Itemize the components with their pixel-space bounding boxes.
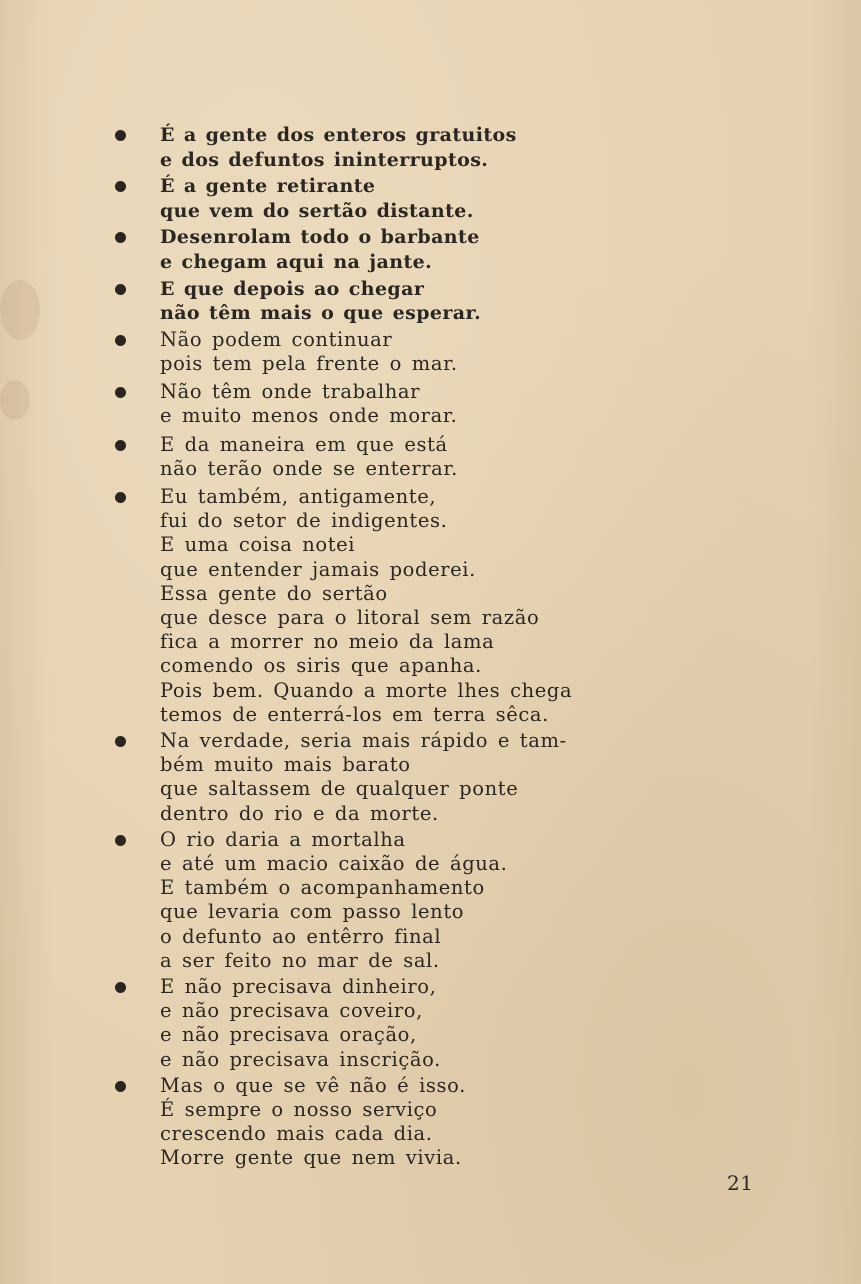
poem-line: que vem do sertão distante. <box>160 199 474 222</box>
stanza <box>112 1074 592 1171</box>
poem-line: a ser feito no mar de sal. <box>160 948 440 972</box>
bullet-icon <box>115 387 126 398</box>
poem-line: temos de enterrá-los em terra sêca. <box>160 702 549 726</box>
stanza <box>112 328 592 376</box>
poem-line: não terão onde se enterrar. <box>160 456 458 480</box>
stanza <box>112 975 592 1072</box>
poem-line: e não precisava oração, <box>160 1023 417 1047</box>
poem-line: fui do setor de indigentes. <box>160 509 448 533</box>
poem-line: e dos defuntos ininterruptos. <box>160 148 489 171</box>
poem-line: o defunto ao entêrro final <box>160 924 442 948</box>
poem-line: e muito menos onde morar. <box>160 404 458 428</box>
bullet-icon <box>115 130 126 141</box>
poem-line: Pois bem. Quando a morte lhes chega <box>160 678 573 702</box>
poem-line: comendo os siris que apanha. <box>160 654 482 678</box>
poem-line: que levaria com passo lento <box>160 900 465 924</box>
poem-line: e chegam aqui na jante. <box>160 250 433 273</box>
bullet-icon <box>115 982 126 993</box>
stanza <box>112 174 592 223</box>
poem-line: Mas o que se vê não é isso. <box>160 1073 466 1097</box>
poem-line: Desenrolam todo o barbante <box>160 226 480 249</box>
stanza <box>112 485 592 727</box>
poem-line: pois tem pela frente o mar. <box>160 351 458 375</box>
poem-line: e até um macio caixão de água. <box>160 852 508 876</box>
poem-line: Eu também, antigamente, <box>160 484 437 508</box>
poem-line: Essa gente do sertão <box>160 581 388 605</box>
paper-stain <box>0 280 40 340</box>
poem-line: que entender jamais poderei. <box>160 557 476 581</box>
poem-line: fica a morrer no meio da lama <box>160 630 495 654</box>
bullet-icon <box>115 284 126 295</box>
poem-line: e não precisava coveiro, <box>160 999 423 1023</box>
poem-line: E da maneira em que está <box>160 432 448 456</box>
stanza <box>112 277 592 326</box>
stanza <box>112 729 592 826</box>
poem-line: e não precisava inscrição. <box>160 1047 441 1071</box>
bullet-icon <box>115 492 126 503</box>
poem-line: Não podem continuar <box>160 327 393 351</box>
poem-line: não têm mais o que esperar. <box>160 302 482 325</box>
poem-line: que saltassem de qualquer ponte <box>160 777 519 801</box>
poem-line: E que depois ao chegar <box>160 277 425 300</box>
stanza <box>112 123 592 172</box>
bullet-icon <box>115 335 126 346</box>
bullet-icon <box>115 1081 126 1092</box>
poem-line: E não precisava dinheiro, <box>160 975 437 999</box>
poem-line: Na verdade, seria mais rápido e tam- <box>160 729 567 752</box>
poem-line: crescendo mais cada dia. <box>160 1122 433 1146</box>
poem-line: Não têm onde trabalhar <box>160 380 421 404</box>
poem-line: O rio daria a mortalha <box>160 827 406 851</box>
poem-line: Morre gente que nem vivia. <box>160 1146 462 1170</box>
poem-line: É sempre o nosso serviço <box>160 1098 438 1122</box>
bullet-icon <box>115 181 126 192</box>
stanza <box>112 433 592 481</box>
bullet-icon <box>115 232 126 243</box>
poem-line: E uma coisa notei <box>160 533 356 557</box>
poem-text <box>112 123 592 1171</box>
stanza <box>112 225 592 274</box>
poem-line: bém muito mais barato <box>160 753 411 777</box>
poem-line: que desce para o litoral sem razão <box>160 605 540 629</box>
bullet-icon <box>115 736 126 747</box>
paper-stain <box>0 380 30 420</box>
bullet-icon <box>115 440 126 451</box>
poem-line: É a gente dos enteros gratuitos <box>160 124 517 146</box>
page-number: 21 <box>727 1171 754 1195</box>
poem-line: dentro do rio e da morte. <box>160 801 439 825</box>
stanza <box>112 380 592 428</box>
bullet-icon <box>115 835 126 846</box>
poem-line: É a gente retirante <box>160 175 376 198</box>
stanza <box>112 828 592 973</box>
poem-line: E também o acompanhamento <box>160 876 485 900</box>
